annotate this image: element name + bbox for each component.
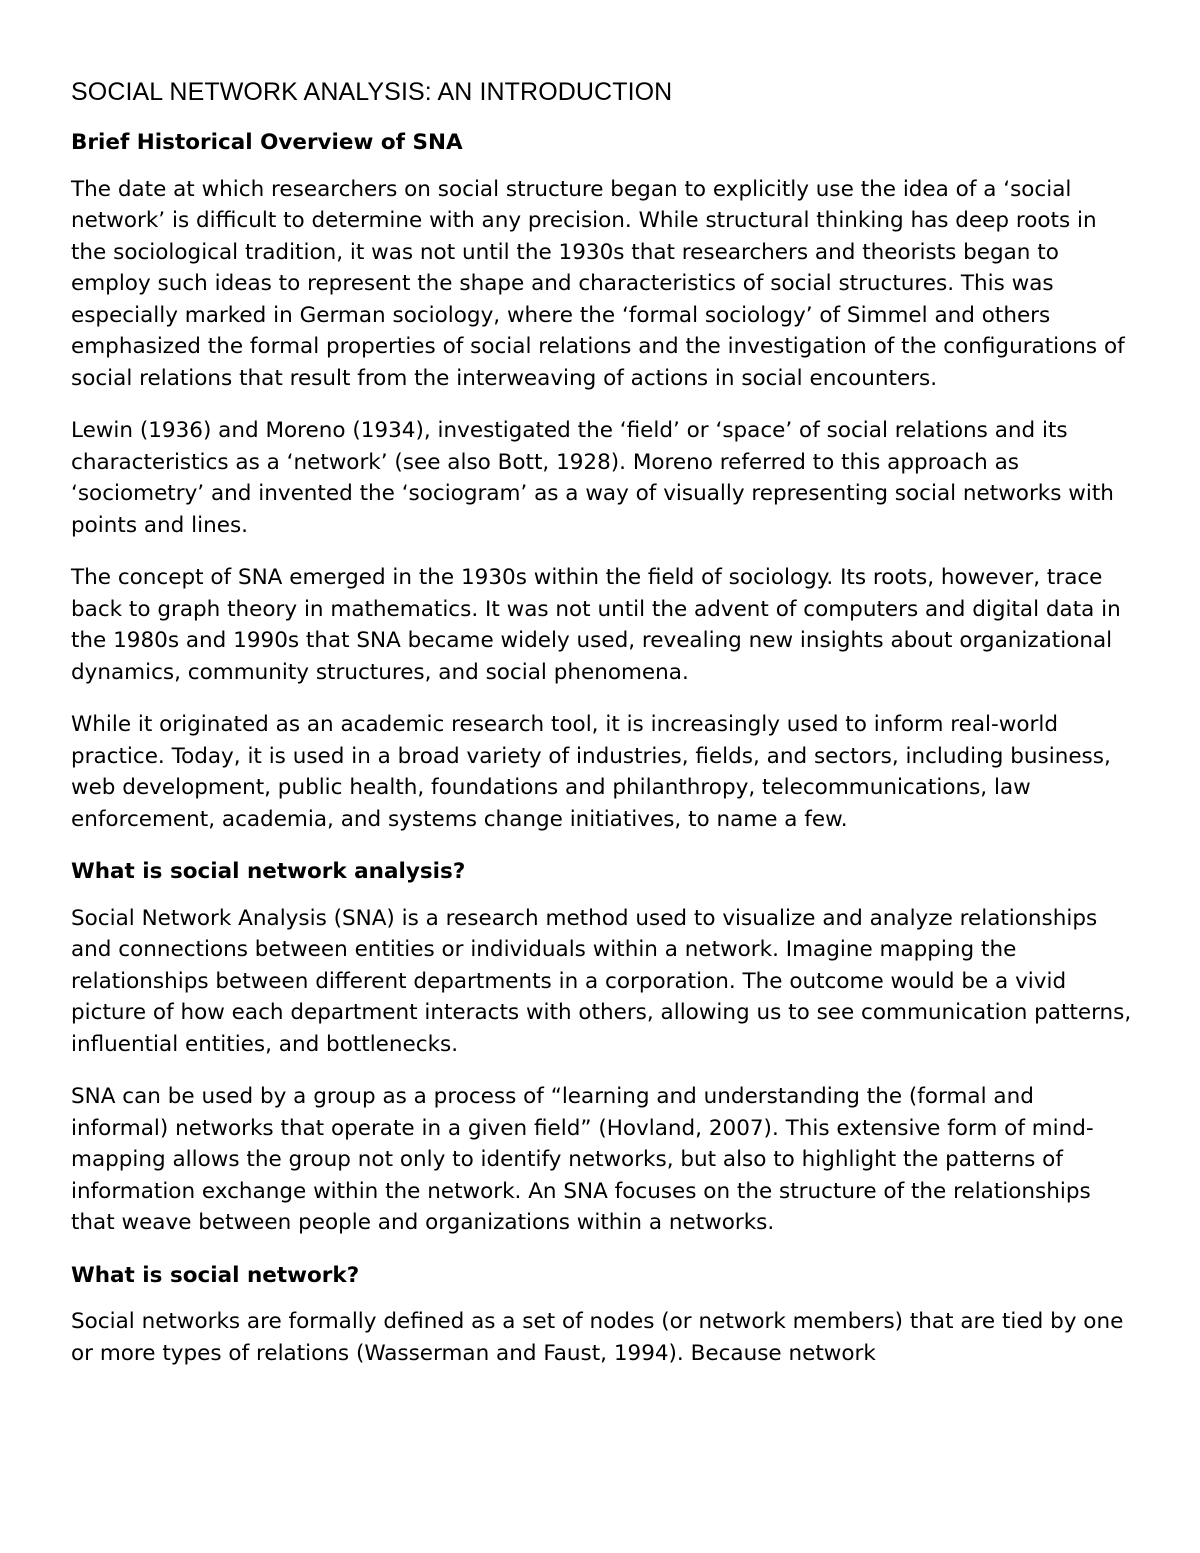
paragraph-historical-4: While it originated as an academic research tool, it is increasingly used to inform real-world practice. Today, it is used in a broad variety of industries, fields, and sectors, including business, web development, public health, foundations and philanthropy, telecommunications, law enforcement, academia, and systems change initiatives, to name a few.: [71, 712, 1111, 832]
section-heading-what-is-sna: What is social network analysis?: [71, 859, 466, 884]
paragraph-historical-3: The concept of SNA emerged in the 1930s within the field of sociology. Its roots, however, trace back to graph theory in mathematics. It was not until the advent of computers and digital data in the 1980s and 1990s that SNA became widely used, revealing new insights about organizational dynamics, community structures, and social phenomena.: [71, 565, 1121, 685]
section-historical-overview: [71, 127, 1136, 835]
paragraph-historical-2: Lewin (1936) and Moreno (1934), investigated the ‘field’ or ‘space’ of social relations and its characteristics as a ‘network’ (see also Bott, 1928). Moreno referred to this approach as ‘sociometry’ and invented the ‘sociogram’ as a way of visually representing social networks with points and lines.: [71, 418, 1114, 538]
section-what-is-social-network: [71, 1260, 1136, 1370]
section-heading-historical-overview: Brief Historical Overview of SNA: [71, 130, 463, 155]
paragraph-historical-1: The date at which researchers on social structure began to explicitly use the idea of a ‘social network’ is difficult to determine with any precision. While structural thinking has deep roots in the sociological tradition, it was not until the 1930s that researchers and theorists began to employ such ideas to represent the shape and characteristics of social structures. This was especially marked in German sociology, where the ‘formal sociology’ of Simmel and others emphasized the formal properties of social relations and the investigation of the configurations of social relations that result from the interweaving of actions in social encounters.: [71, 176, 1125, 391]
paragraph-sna-2: SNA can be used by a group as a process of “learning and understanding the (formal and informal) networks that operate in a given field” (Hovland, 2007). This extensive form of mind-mapping allows the group not only to identify networks, but also to highlight the patterns of information exchange within the network. An SNA focuses on the structure of the relationships that weave between people and organizations within a networks.: [71, 1084, 1094, 1235]
paragraph-social-network-1: Social networks are formally defined as a set of nodes (or network members) that are tied by one or more types of relations (Wasserman and Faust, 1994). Because network: [71, 1309, 1124, 1366]
document-title: SOCIAL NETWORK ANALYSIS: AN INTRODUCTION: [71, 78, 673, 106]
paragraph-sna-1: Social Network Analysis (SNA) is a research method used to visualize and analyze relationships and connections between entities or individuals within a network. Imagine mapping the relationships between different departments in a corporation. The outcome would be a vivid picture of how each department interacts with others, allowing us to see communication patterns, influential entities, and bottlenecks.: [71, 905, 1132, 1057]
section-heading-what-is-social-network: What is social network?: [71, 1262, 360, 1288]
document-page: [71, 70, 1136, 1390]
section-what-is-sna: [71, 856, 1136, 1239]
